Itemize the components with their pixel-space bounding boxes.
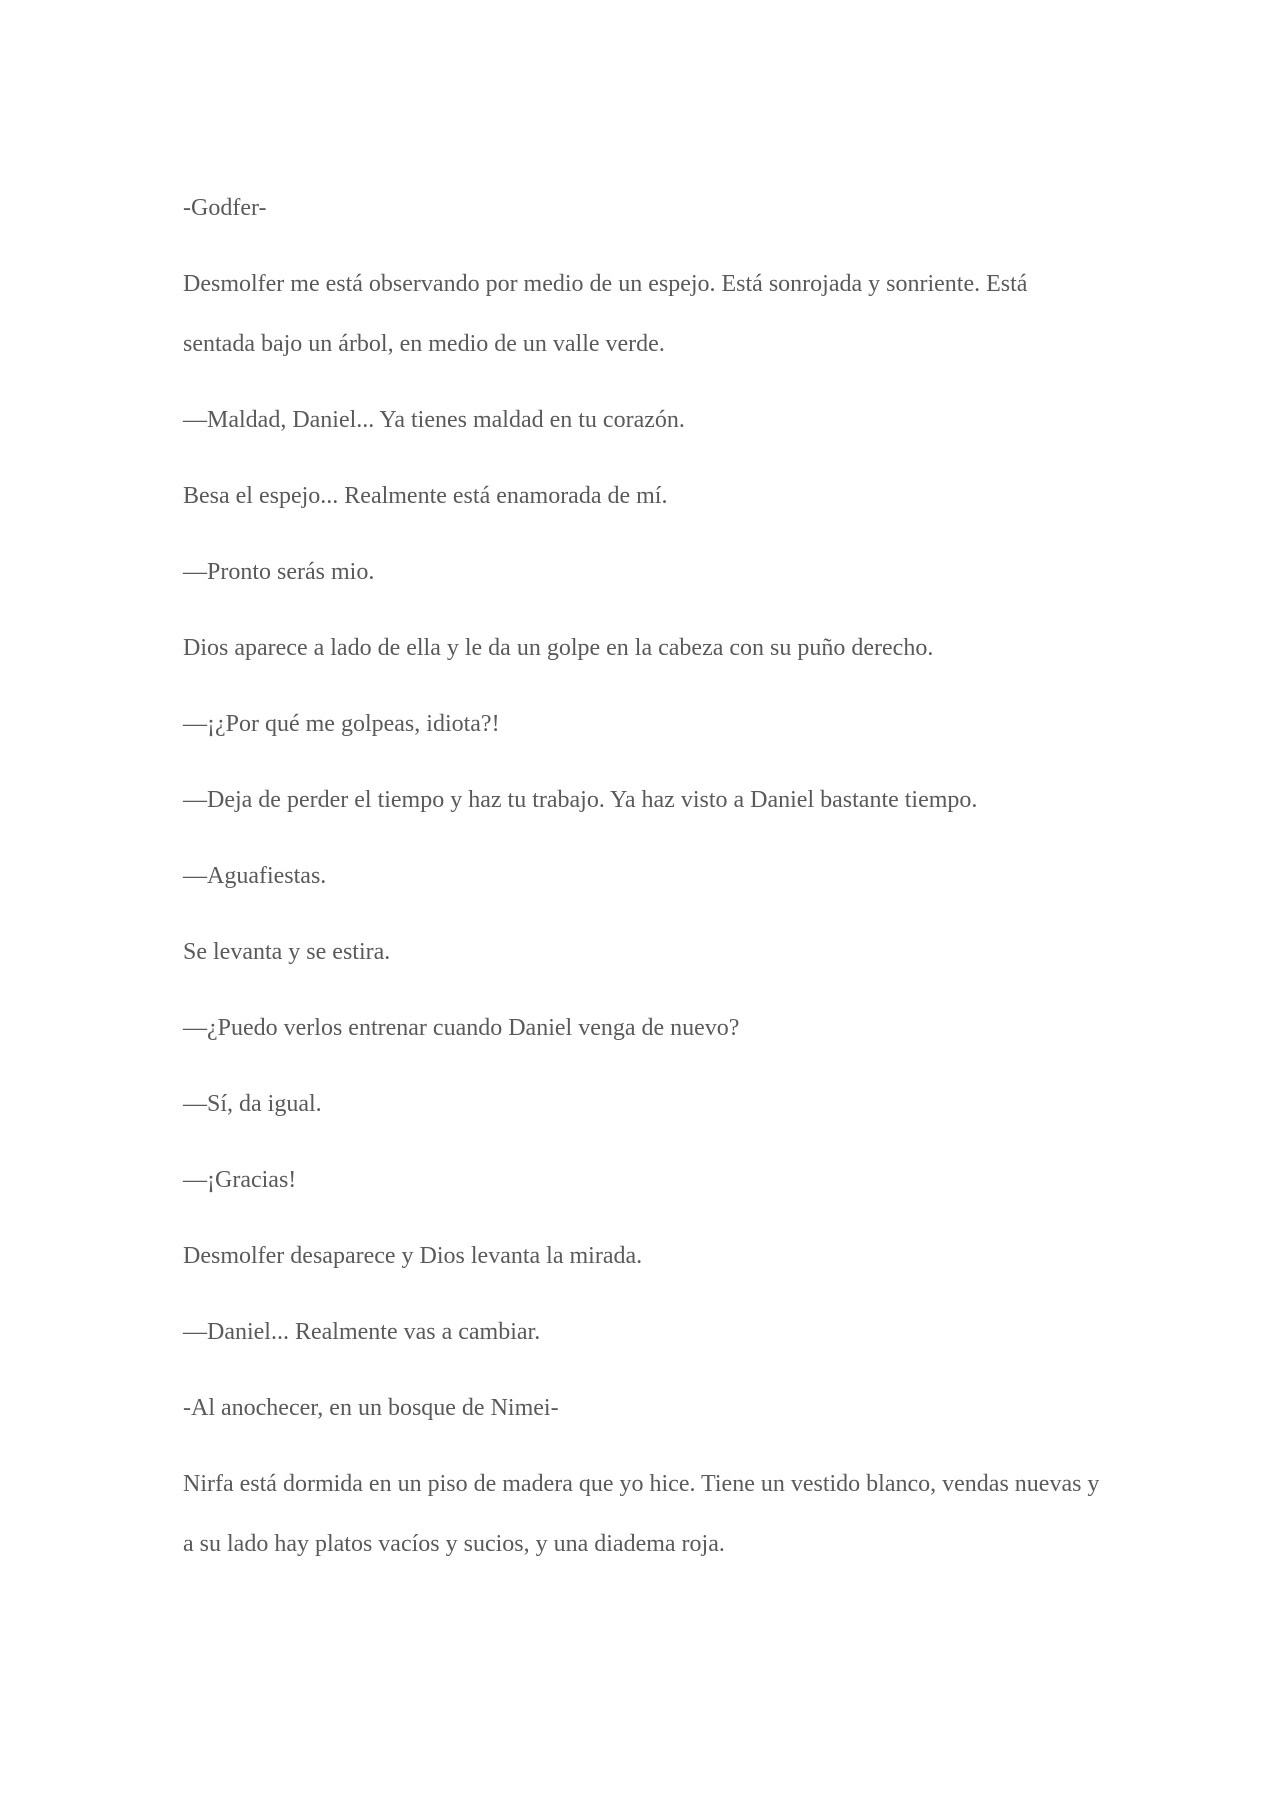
paragraph: Dios aparece a lado de ella y le da un golpe en la cabeza con su puño derecho. [183, 635, 934, 661]
dialogue-line: —Pronto serás mio. [183, 559, 375, 585]
dialogue-line: —Daniel... Realmente vas a cambiar. [183, 1319, 541, 1345]
dialogue-line: —Sí, da igual. [183, 1091, 322, 1117]
paragraph: Besa el espejo... Realmente está enamorada de mí. [183, 483, 668, 509]
dialogue-line: —Deja de perder el tiempo y haz tu trabajo. Ya haz visto a Daniel bastante tiempo. [183, 787, 978, 813]
section-heading: -Godfer- [183, 195, 267, 221]
section-heading: -Al anochecer, en un bosque de Nimei- [183, 1395, 559, 1421]
document-body [183, 178, 1103, 1590]
dialogue-line: —Maldad, Daniel... Ya tienes maldad en tu corazón. [183, 407, 685, 433]
dialogue-line: —¿Puedo verlos entrenar cuando Daniel venga de nuevo? [183, 1015, 740, 1041]
dialogue-line: —¡Gracias! [183, 1167, 297, 1193]
paragraph: Desmolfer me está observando por medio de un espejo. Está sonrojada y sonriente. Está sentada bajo un árbol, en medio de un valle verde. [183, 271, 1028, 357]
dialogue-line: —Aguafiestas. [183, 863, 327, 889]
dialogue-line: —¡¿Por qué me golpeas, idiota?! [183, 711, 500, 737]
paragraph: Se levanta y se estira. [183, 939, 391, 965]
paragraph: Desmolfer desaparece y Dios levanta la mirada. [183, 1243, 643, 1269]
paragraph: Nirfa está dormida en un piso de madera que yo hice. Tiene un vestido blanco, vendas nuevas y a su lado hay platos vacíos y sucios, y una diadema roja. [183, 1471, 1100, 1557]
